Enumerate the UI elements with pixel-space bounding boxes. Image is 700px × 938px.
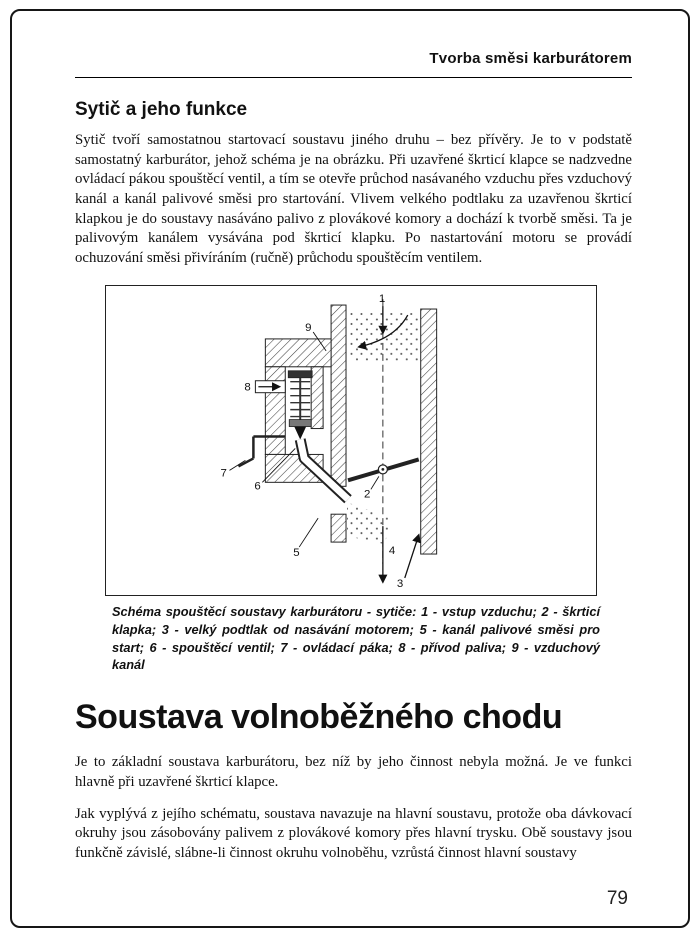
section-title-choke: Sytič a jeho funkce [75, 99, 248, 120]
air-stipple [349, 311, 419, 361]
idle-paragraph-1: Je to základní soustava karburátoru, bez níž by jeho činnost nebyla možná. Je ve funkci hlavně při uzavřené škrticí klapce. [75, 754, 632, 790]
fuel-spray-stipple [347, 502, 391, 544]
page-number: 79 [606, 888, 628, 909]
figure-caption: Schéma spouštěcí soustavy karburátoru - sytiče: 1 - vstup vzduchu; 2 - škrticí klapka; 3 - velký podtlak od nasávání motorem; 5 - kanál palivové směsi pro start; 6 - spouštěcí ventil; 7 - ovládací páka; 8 - přívod paliva; 9 - vzduchový kanál [112, 603, 600, 673]
figure-label-3: 3 [396, 577, 404, 590]
page-content [75, 50, 632, 864]
running-header-text: Tvorba směsi karburátorem [429, 50, 632, 67]
choke-paragraph: Sytič tvoří samostatnou startovací soustavu jiného druhu – bez přívěry. Je to v podstatě samostatný karburátor, jehož schéma je na obrázku. Při uzavřené škrticí klapce se nadzvedne ovládací pákou spouštěcí ventil, a tím se otevře průchod nasávaného vzduchu přes vzduchový kanál a kanál palivové směsi pro startování. Vlivem velkého podtlaku za uzavřenou škrticí klapkou je do soustavy nasáváno palivo z plovákové komory a dochází k tvorbě směsi. Ta je palivovým kanálem vysávána pod škrticí klapku. Po nastartování motoru se provádí ochuzování směsi přivíráním (ručně) průchodu spouštěcím ventilem. [75, 132, 632, 267]
section-title-idle: Soustava volnoběžného chodu [75, 698, 563, 737]
figure-label-6: 6 [254, 480, 261, 493]
idle-paragraph-2: Jak vyplývá z jejího schématu, soustava navazuje na hlavní soustavu, protože oba dávkovací okruhy jsou zásobovány palivem z plovákové komory přes hlavní trysku. Obě soustavy jsou funkčně závislé, slábne-li činnost okruhu volnoběhu, vzrůstá činnost hlavní soustavy [75, 805, 632, 862]
figure-label-1: 1 [378, 292, 386, 305]
figure-label-2: 2 [363, 487, 371, 500]
running-header [75, 50, 632, 78]
carburetor-diagram [106, 286, 596, 595]
figure-label-4: 4 [388, 544, 396, 557]
fuel-inlet-channel [255, 380, 285, 392]
figure-label-8: 8 [244, 381, 251, 394]
carburetor-figure [75, 285, 632, 675]
figure-label-9: 9 [305, 321, 312, 334]
figure-frame [105, 285, 597, 596]
figure-label-5: 5 [293, 546, 300, 559]
figure-label-7: 7 [220, 467, 227, 480]
choke-valve-assembly [288, 370, 312, 439]
